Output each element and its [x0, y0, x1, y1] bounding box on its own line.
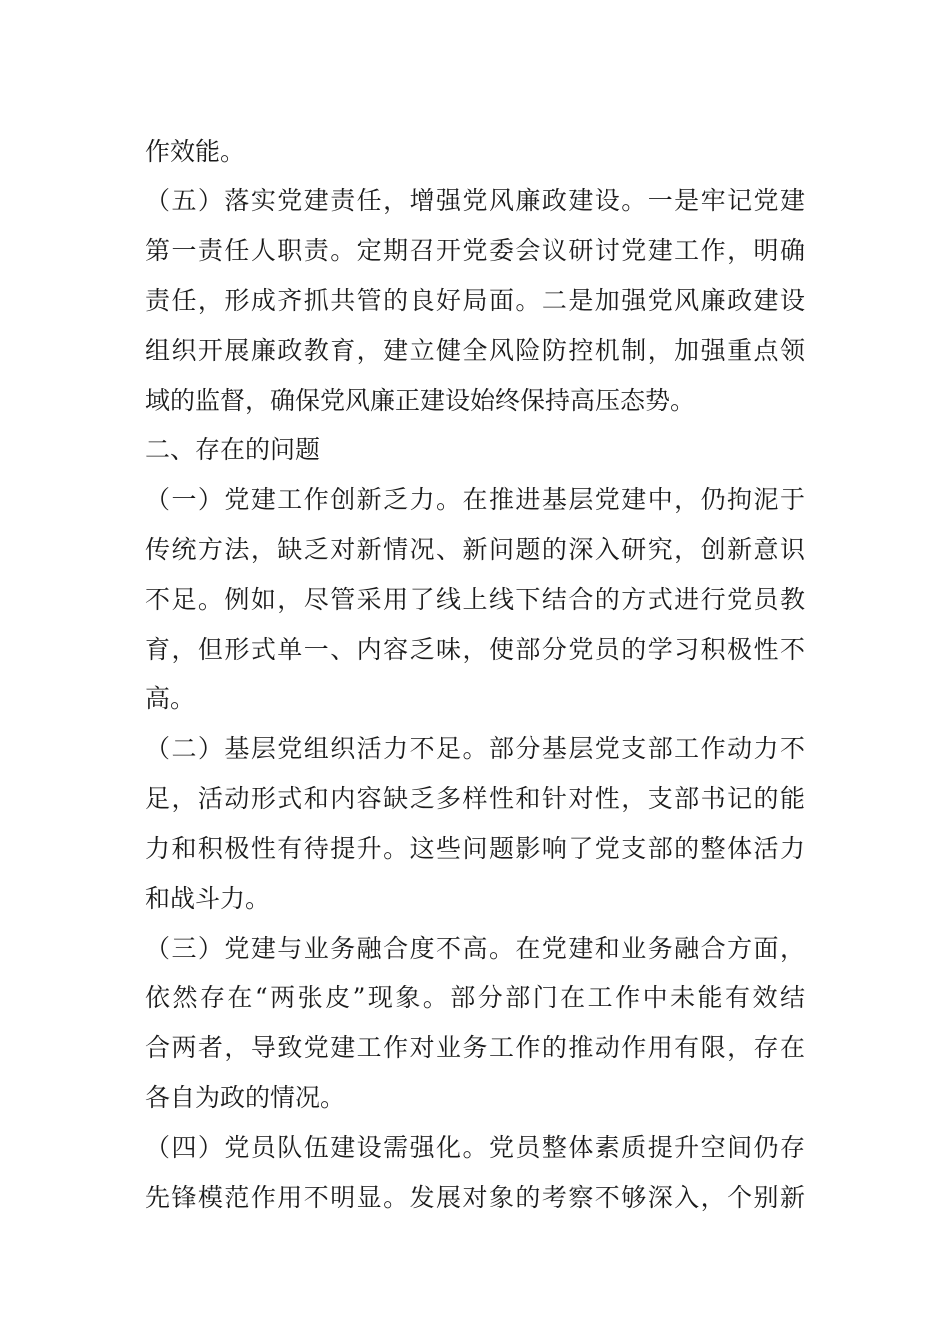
text-line: 组织开展廉政教育，建立健全风险防控机制，加强重点领	[145, 336, 805, 365]
text-line: 第一责任人职责。定期召开党委会议研讨党建工作，明确	[145, 236, 805, 265]
text-line: 和战斗力。	[145, 884, 271, 913]
text-line: 传统方法，缺乏对新情况、新问题的深入研究，创新意识	[145, 535, 805, 564]
text-line: 依然存在“两张皮”现象。部分部门在工作中未能有效结	[145, 983, 805, 1012]
text-line: 先锋模范作用不明显。发展对象的考察不够深入，个别新	[145, 1183, 805, 1212]
text-line: 域的监督，确保党风廉正建设始终保持高压态势。	[145, 386, 696, 415]
text-line: 合两者，导致党建工作对业务工作的推动作用有限，存在	[145, 1033, 805, 1062]
text-line: 作效能。	[145, 137, 246, 166]
text-line: 足，活动形式和内容缺乏多样性和针对性，支部书记的能	[145, 784, 805, 813]
text-line: （三）党建与业务融合度不高。在党建和业务融合方面，	[145, 934, 805, 963]
text-line: 责任，形成齐抓共管的良好局面。二是加强党风廉政建设	[145, 286, 805, 315]
text-line: （二）基层党组织活力不足。部分基层党支部工作动力不	[145, 734, 805, 763]
text-line: （五）落实党建责任，增强党风廉政建设。一是牢记党建	[145, 186, 805, 215]
text-line: （四）党员队伍建设需强化。党员整体素质提升空间仍存	[145, 1133, 805, 1162]
text-line: 育，但形式单一、内容乏味，使部分党员的学习积极性不	[145, 635, 805, 664]
text-line: 力和积极性有待提升。这些问题影响了党支部的整体活力	[145, 834, 805, 863]
text-line: 高。	[145, 684, 196, 713]
text-line: 不足。例如，尽管采用了线上线下结合的方式进行党员教	[145, 585, 805, 614]
text-line: （一）党建工作创新乏力。在推进基层党建中，仍拘泥于	[145, 485, 805, 514]
text-line: 各自为政的情况。	[145, 1083, 346, 1112]
section-heading: 二、存在的问题	[145, 435, 321, 464]
